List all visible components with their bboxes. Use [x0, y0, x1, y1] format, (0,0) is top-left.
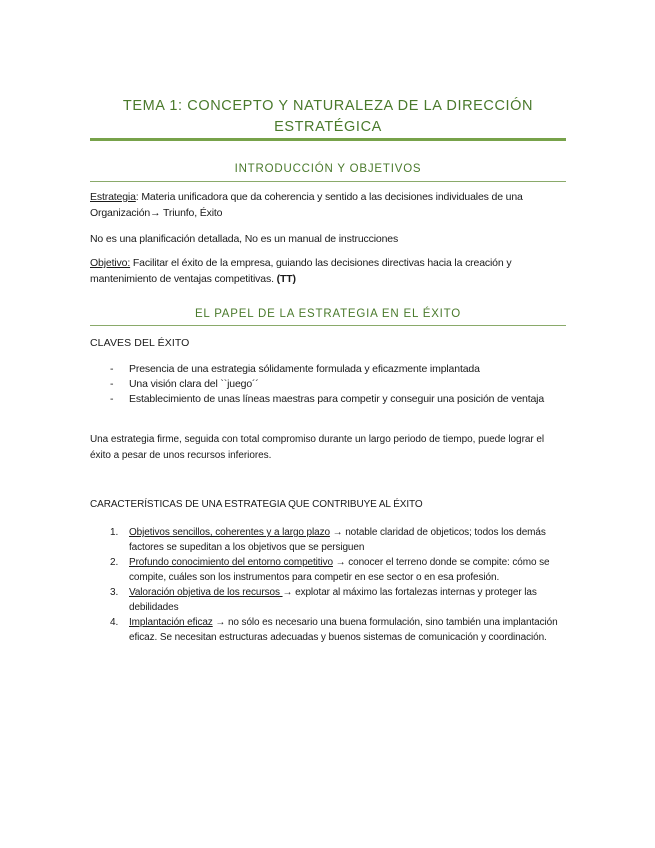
- section-heading-introduccion: INTRODUCCIÓN Y OBJETIVOS: [234, 163, 422, 175]
- caracteristicas-heading: CARACTERÍSTICAS DE UNA ESTRATEGIA QUE CONTRIBUYE AL ÉXITO: [90, 499, 423, 510]
- list-item: - Una visión clara del ``juego´´: [110, 378, 259, 390]
- section-divider-introduccion: [90, 181, 566, 182]
- list-item: [90, 555, 566, 585]
- list-item: [90, 615, 566, 645]
- claves-list: [90, 362, 566, 407]
- list-item: [90, 585, 566, 615]
- page-title-line-2: ESTRATÉGICA: [274, 119, 382, 135]
- no-es-paragraph: No es una planificación detallada, No es un manual de instrucciones: [90, 233, 399, 245]
- list-item-text: → notable claridad de objeticos; todos los demás factores se supeditan a los objetivos que se persiguen: [129, 527, 546, 553]
- list-item-term: Valoración objetiva de los recursos: [129, 587, 283, 598]
- list-item: [90, 525, 566, 555]
- list-item-text: → no sólo es necesario una buena formulación, sino también una implantación eficaz. Se necesitan estructuras adecuadas y buenos sistemas de comunicación y coordinación.: [129, 617, 558, 643]
- list-item-number: 2.: [110, 557, 119, 568]
- list-item-number: 1.: [110, 527, 119, 538]
- caracteristicas-list: [90, 525, 566, 645]
- list-item-text: Establecimiento de unas líneas maestras para competir y conseguir una posición de ventaja: [129, 393, 545, 405]
- list-item-term: Implantación eficaz: [129, 617, 213, 628]
- list-item-text: → explotar al máximo las fortalezas internas y proteger las debilidades: [129, 587, 537, 613]
- list-item-term: Objetivos sencillos, coherentes y a largo plazo: [129, 527, 330, 538]
- section-divider-papel: [90, 325, 566, 326]
- estrategia-term: Estrategia: [90, 191, 136, 203]
- list-item: - Establecimiento de unas líneas maestras para competir y conseguir una posición de ventaja: [110, 393, 545, 405]
- list-item-text: Una visión clara del ``juego´´: [129, 378, 259, 390]
- page-title-line-1: TEMA 1: CONCEPTO Y NATURALEZA DE LA DIRECCIÓN: [122, 98, 534, 114]
- list-item-number: 4.: [110, 617, 119, 628]
- title-divider: [90, 138, 566, 141]
- list-item-term: Profundo conocimiento del entorno competitivo: [129, 557, 333, 568]
- section-heading-papel: EL PAPEL DE LA ESTRATEGIA EN EL ÉXITO: [194, 308, 462, 320]
- list-item-text: → conocer el terreno donde se compite: cómo se compite, cuáles son los instrumentos para competir en ese sector o en esa profesión.: [129, 557, 550, 583]
- page-title: [90, 96, 566, 138]
- estrategia-definition: : Materia unificadora que da coherencia y sentido a las decisiones individuales de una Organización→ Triunfo, Éxito: [90, 191, 523, 219]
- estrategia-paragraph: [90, 190, 566, 221]
- list-item: - Presencia de una estrategia sólidamente formulada y eficazmente implantada: [110, 363, 480, 375]
- list-item-number: 3.: [110, 587, 119, 598]
- objetivo-definition: Facilitar el éxito de la empresa, guiando las decisiones directivas hacia la creación y mantenimiento de ventajas competitivas.: [90, 257, 512, 285]
- objetivo-tag: (TT): [276, 272, 296, 285]
- estrategia-firme-paragraph: Una estrategia firme, seguida con total compromiso durante un largo periodo de tiempo, puede lograr el éxito a pesar de unos recursos inferiores.: [90, 434, 545, 461]
- claves-heading: CLAVES DEL ÉXITO: [90, 337, 190, 349]
- objetivo-paragraph: [90, 256, 566, 287]
- list-item-text: Presencia de una estrategia sólidamente formulada y eficazmente implantada: [129, 363, 480, 375]
- objetivo-term: Objetivo:: [90, 257, 131, 269]
